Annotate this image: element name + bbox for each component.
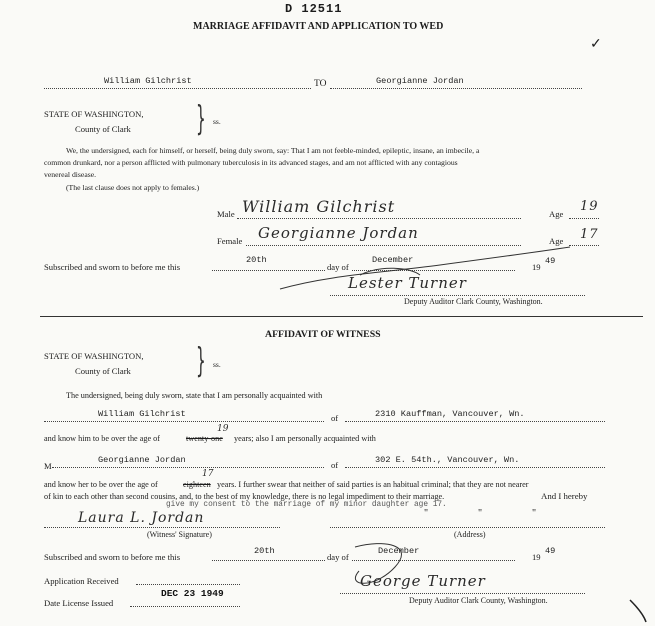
subscribed-label-2: Subscribed and sworn to before me this (44, 552, 181, 562)
month-1: December (372, 255, 414, 265)
ss-label-2: ss. (213, 360, 221, 369)
bride-age-prefix: and know her to be over the age of (44, 480, 158, 489)
age-over-groom: 19 (217, 424, 229, 434)
age-struck-eighteen: eighteen (183, 480, 211, 489)
m-prefix: M (44, 461, 52, 471)
male-signature-line (237, 218, 521, 219)
section-divider (40, 316, 643, 317)
female-label: Female (217, 236, 243, 246)
oath-line-2: common drunkard, nor a person afflicted with pulmonary tuberculosis in its advanced stages, and am not afflicted with any contagious (44, 158, 458, 167)
auditor-signature-2-text: George Turner (360, 572, 486, 590)
witness-groom-address: 2310 Kauffman, Vancouver, Wn. (375, 409, 525, 419)
kin-line: of kin to each other than second cousins, and, to the best of my knowledge, there is no legal impediment to their marriage. (44, 492, 445, 501)
bride-name: Georgianne Jordan (376, 76, 464, 86)
deputy-label-2: Deputy Auditor Clark County, Washington. (409, 596, 548, 605)
ditto-2: " (478, 508, 483, 519)
application-received-line (136, 584, 240, 585)
female-age-label: Age (549, 236, 564, 246)
witness-bride-name: Georgianne Jordan (98, 455, 186, 465)
oath-line-3: venereal disease. (44, 170, 97, 179)
witness-intro: The undersigned, being duly sworn, state that I am personally acquainted with (66, 391, 323, 400)
date-license-issued-line (130, 606, 240, 607)
application-received-label: Application Received (44, 576, 119, 586)
ditto-3: " (532, 508, 537, 519)
of-label-1: of (331, 413, 339, 423)
bride-age-suffix: years. I further swear that neither of said parties is an habitual criminal; that they are not nearer (217, 480, 529, 489)
state-label: STATE OF WASHINGTON, (44, 109, 144, 119)
witness-signature-label: (Witness' Signature) (147, 530, 212, 539)
female-age: 17 (580, 227, 599, 242)
county-label-2: County of Clark (75, 366, 131, 376)
and-i-hereby: And I hereby (541, 491, 588, 501)
subscribed-label: Subscribed and sworn to before me this (44, 262, 181, 272)
witness-bride-name-line (52, 467, 324, 468)
male-label: Male (217, 209, 235, 219)
witness-address-line (330, 527, 605, 528)
male-age-line (569, 218, 599, 219)
age-line-suffix: years; also I am personally acquainted with (234, 434, 376, 443)
auditor-signature-2-line (340, 593, 585, 594)
county-label: County of Clark (75, 124, 131, 134)
day-2: 20th (254, 546, 275, 556)
female-signature: Georgianne Jordan (258, 224, 419, 242)
month-2: December (378, 546, 420, 556)
of-label-2: of (331, 460, 339, 470)
deputy-label-1: Deputy Auditor Clark County, Washington. (404, 297, 543, 306)
day-of-label-2: day of (327, 552, 349, 562)
oath-note: (The last clause does not apply to females.) (66, 183, 200, 192)
male-age: 19 (580, 199, 599, 214)
auditor-signature-1-line (330, 295, 585, 296)
day-of-label: day of (327, 262, 349, 272)
brace-icon-2: } (195, 341, 206, 381)
typed-consent: give my consent to the marriage of my minor daughter age 17. (166, 501, 447, 509)
auditor-signature-1-text: Lester Turner (348, 274, 467, 292)
oath-line-1: We, the undersigned, each for himself, or herself, being duly sworn, say: That I am not feeble-minded, epileptic, insane, an imbecile, a (66, 146, 480, 155)
year-prefix-2: 19 (532, 552, 541, 562)
witness-bride-address: 302 E. 54th., Vancouver, Wn. (375, 455, 520, 465)
ss-label: ss. (213, 117, 221, 126)
age-line-prefix: and know him to be over the age of (44, 434, 160, 443)
scan-mark (628, 598, 650, 624)
bride-name-line (330, 88, 582, 89)
check-mark: ✓ (590, 37, 602, 52)
witness-signature-line (44, 527, 280, 528)
witness-signature: Laura L. Jordan (78, 510, 205, 526)
male-age-label: Age (549, 209, 564, 219)
year-prefix-1: 19 (532, 262, 541, 272)
witness-groom-address-line (345, 421, 605, 422)
brace-icon: } (195, 99, 206, 139)
date-license-issued-label: Date License Issued (44, 598, 114, 608)
witness-title: AFFIDAVIT OF WITNESS (265, 329, 381, 340)
groom-name: William Gilchrist (104, 76, 192, 86)
year-2: 49 (545, 546, 556, 556)
male-signature: William Gilchrist (242, 197, 396, 216)
year-1: 49 (545, 256, 556, 266)
day-2-line (212, 560, 325, 561)
license-date-stamp: DEC 23 1949 (161, 588, 224, 599)
ditto-1: " (424, 508, 429, 519)
witness-bride-address-line (345, 467, 605, 468)
state-label-2: STATE OF WASHINGTON, (44, 351, 144, 361)
address-label: (Address) (454, 530, 486, 539)
document-number: D 12511 (285, 2, 343, 16)
to-label: TO (314, 79, 327, 89)
witness-groom-name: William Gilchrist (98, 409, 186, 419)
age-struck-twenty: twenty-one (186, 434, 223, 443)
witness-groom-name-line (44, 421, 324, 422)
groom-name-line (44, 88, 311, 89)
form-title: MARRIAGE AFFIDAVIT AND APPLICATION TO WED (193, 21, 444, 32)
day-1: 20th (246, 255, 267, 265)
age-over-bride: 17 (202, 469, 214, 479)
